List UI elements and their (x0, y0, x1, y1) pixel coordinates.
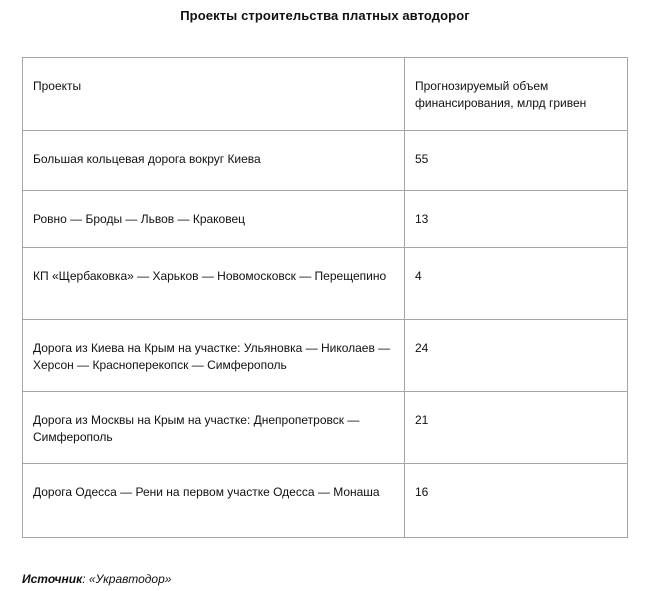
funding-value-cell: 13 (405, 191, 628, 248)
table-row (23, 320, 628, 392)
table-row (23, 464, 628, 538)
projects-table (22, 57, 628, 538)
project-name-cell: Дорога Одесса — Рени на первом участке Одесса — Монаша (23, 464, 405, 538)
project-name-cell: Ровно — Броды — Львов — Краковец (23, 191, 405, 248)
table-row (23, 392, 628, 464)
project-name-cell: Дорога из Киева на Крым на участке: Ульяновка — Николаев — Херсон — Красноперекопск — Симферополь (23, 320, 405, 392)
source-value: «Укравтодор» (88, 572, 172, 586)
project-name-cell: Большая кольцевая дорога вокруг Киева (23, 131, 405, 191)
funding-value-cell: 24 (405, 320, 628, 392)
source-label: Источник (22, 572, 83, 586)
funding-value-cell: 4 (405, 248, 628, 320)
project-name-cell: Дорога из Москвы на Крым на участке: Днепропетровск — Симферополь (23, 392, 405, 464)
page-title: Проекты строительства платных автодорог (180, 8, 470, 23)
funding-value-cell: 21 (405, 392, 628, 464)
table-row (23, 191, 628, 248)
table-row (23, 131, 628, 191)
source-note (22, 571, 171, 587)
header-funding: Прогнозируемый объем финансирования, млрд гривен (405, 58, 628, 131)
header-projects: Проекты (23, 58, 405, 131)
table-row (23, 248, 628, 320)
funding-value-cell: 16 (405, 464, 628, 538)
funding-value-cell: 55 (405, 131, 628, 191)
source-separator: : (82, 572, 89, 586)
project-name-cell: КП «Щербаковка» — Харьков — Новомосковск — Перещепино (23, 248, 405, 320)
table-header-row (23, 58, 628, 131)
